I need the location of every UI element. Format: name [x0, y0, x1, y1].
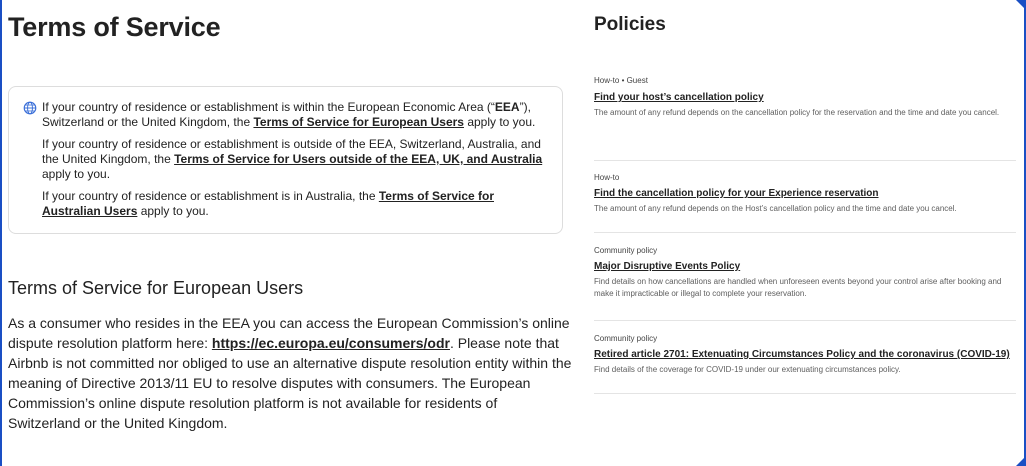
section-body: As a consumer who resides in the EEA you can access the European Commission’s online dispute resolution platform here: https://ec.europa.eu/consumers/odr. Please note that Airbnb is not committed nor obliged to use an alternative dispute resolution entity within the meaning of Directive 2013/11 EU to resolve disputes with consumers. The European Commission’s online dispute resolution platform is not available for residents of Switzerland or the United Kingdom. — [8, 315, 572, 431]
link-terms-outside-eea[interactable]: Terms of Service for Users outside of the EEA, UK, and Australia — [174, 152, 543, 166]
globe-icon — [23, 101, 37, 115]
page-title: Terms of Service — [8, 12, 221, 42]
policy-category: How-to — [594, 173, 620, 182]
policy-title-link[interactable]: Retired article 2701: Extenuating Circumstances Policy and the coronavirus (COVID-19) — [594, 349, 1010, 360]
notice-paragraph-eea: If your country of residence or establishment is within the European Economic Area (“EEA”), Switzerland or the United Kingdom, the Terms of Service for European Users apply to you. — [42, 100, 536, 129]
link-terms-australian-users[interactable]: Terms of Service for Australian Users — [42, 189, 494, 218]
policies-heading: Policies — [594, 14, 666, 35]
policy-description: The amount of any refund depends on the Host’s cancellation policy and the time and date you cancel. — [594, 204, 957, 213]
notice-paragraph-australia: If your country of residence or establishment is in Australia, the Terms of Service for Australian Users apply to you. — [42, 189, 494, 218]
eea-abbreviation: EEA — [494, 100, 520, 114]
window-frame-left — [0, 0, 2, 466]
policy-list — [594, 76, 1016, 394]
policy-title-link[interactable]: Major Disruptive Events Policy — [594, 261, 741, 272]
link-odr-platform[interactable]: https://ec.europa.eu/consumers/odr — [211, 335, 450, 351]
policy-category: How-to • Guest — [594, 76, 648, 85]
policy-card — [594, 321, 1016, 394]
policy-card — [594, 76, 1016, 161]
policy-description: Find details of the coverage for COVID-19 under our extenuating circumstances policy. — [594, 365, 901, 374]
policy-card — [594, 161, 1016, 233]
section-heading: Terms of Service for European Users — [8, 278, 304, 298]
policy-category: Community policy — [594, 334, 658, 343]
region-notice-text — [42, 100, 547, 226]
policy-card — [594, 233, 1016, 321]
policy-title-link[interactable]: Find your host’s cancellation policy — [594, 92, 764, 103]
region-notice-box — [8, 86, 563, 234]
policy-description: Find details on how cancellations are handled when unforeseen events beyond your control arise after booking and make it impracticable or illegal to complete your reservation. — [594, 277, 1002, 298]
link-terms-european-users[interactable]: Terms of Service for European Users — [253, 115, 464, 129]
policy-category: Community policy — [594, 246, 658, 255]
policy-description: The amount of any refund depends on the cancellation policy for the reservation and the time and date you cancel. — [594, 108, 1000, 117]
window-frame-corner-bottom — [1016, 456, 1026, 466]
notice-paragraph-outside: If your country of residence or establishment is outside of the EEA, Switzerland, Australia, and the United Kingdom, the Terms of Service for Users outside of the EEA, UK, and Australia apply to you. — [42, 137, 543, 181]
window-frame-corner — [1016, 0, 1026, 10]
policy-title-link[interactable]: Find the cancellation policy for your Experience reservation — [594, 188, 879, 199]
